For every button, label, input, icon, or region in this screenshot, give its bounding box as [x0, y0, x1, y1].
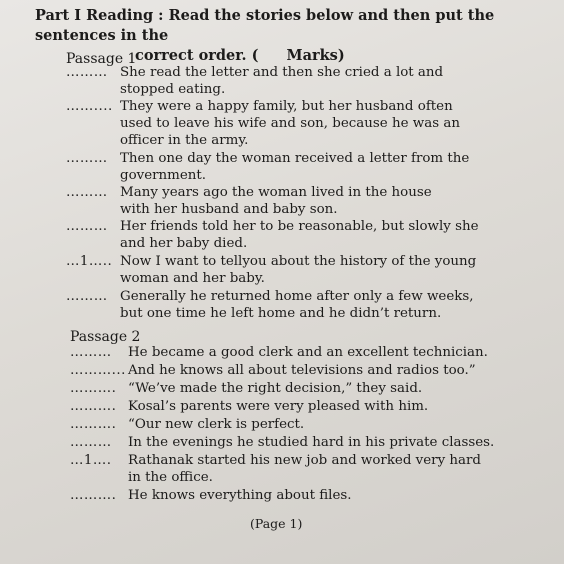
passage-1-title: Passage 1: [66, 51, 137, 67]
sentence-line: She read the letter and then she cried a lot and: [120, 65, 444, 80]
passage-1-item-7: [66, 288, 546, 322]
sentence-line: woman and her baby.: [120, 271, 265, 286]
passage-2-item-7: [70, 452, 550, 486]
passage-1-item-2: [66, 98, 546, 149]
sentence-line: government.: [120, 168, 207, 183]
sentence-line: Many years ago the woman lived in the house: [120, 185, 432, 200]
passage-2-item-1: [70, 344, 550, 361]
passage-2-item-2: [70, 362, 550, 379]
passage-1-item-5: [66, 218, 546, 252]
answer-blank[interactable]: ………: [70, 345, 112, 360]
sentence-line: Her friends told her to be reasonable, but slowly she: [120, 219, 479, 234]
sentence-line: used to leave his wife and son, because he was an: [120, 116, 460, 131]
passage-1-item-1: [66, 64, 546, 98]
header-line-1: Part I Reading : Read the stories below and then put the sentences in the: [35, 7, 495, 44]
passage-2-item-8: [70, 487, 550, 504]
sentence-line: in the office.: [128, 470, 213, 485]
sentence-line: but one time he left home and he didn’t return.: [120, 306, 442, 321]
answer-blank[interactable]: ……....: [66, 99, 113, 114]
answer-blank[interactable]: ……….: [70, 399, 117, 414]
sentence-line: He knows everything about files.: [128, 488, 352, 503]
sentence-line: They were a happy family, but her husband often: [120, 99, 453, 114]
sentence-line: Generally he returned home after only a few weeks,: [120, 289, 474, 304]
sentence-line: In the evenings he studied hard in his private classes.: [128, 435, 495, 450]
passage-1-item-6: [66, 253, 546, 287]
answer-blank[interactable]: …1…..: [66, 254, 113, 269]
header-line-2b: Marks): [286, 47, 345, 64]
sentence-line: He became a good clerk and an excellent technician.: [128, 345, 488, 360]
answer-blank[interactable]: ………: [66, 219, 108, 234]
passage-1-item-4: [66, 184, 546, 218]
passage-2-item-5: [70, 416, 550, 433]
sentence-line: Now I want to tellyou about the history of the young: [120, 254, 477, 269]
answer-blank[interactable]: ………: [70, 435, 112, 450]
answer-blank[interactable]: ………: [66, 185, 108, 200]
sentence-line: and her baby died.: [120, 236, 248, 251]
answer-blank[interactable]: ……….: [70, 381, 117, 396]
sentence-line: Rathanak started his new job and worked very hard: [128, 453, 481, 468]
answer-blank[interactable]: ………: [66, 65, 108, 80]
answer-blank[interactable]: ……….: [70, 488, 117, 503]
passage-2-title: Passage 2: [70, 329, 141, 345]
sentence-line: with her husband and baby son.: [120, 202, 338, 217]
passage-1-item-3: [66, 150, 546, 184]
sentence-line: Kosal’s parents were very pleased with him.: [128, 399, 429, 414]
sentence-line: officer in the army.: [120, 133, 249, 148]
header-line-2a: correct order. (: [135, 47, 259, 64]
sentence-line: Then one day the woman received a letter from the: [120, 151, 470, 166]
answer-blank[interactable]: ……….: [70, 417, 117, 432]
passage-2-item-6: [70, 434, 550, 451]
sentence-line: “We’ve made the right decision,” they said.: [128, 381, 423, 396]
answer-blank[interactable]: …1….: [70, 453, 112, 468]
answer-blank[interactable]: ………: [66, 289, 108, 304]
sentence-line: “Our new clerk is perfect.: [128, 417, 305, 432]
passage-2-item-3: [70, 380, 550, 397]
passage-2-item-4: [70, 398, 550, 415]
answer-blank[interactable]: ………...: [70, 363, 126, 378]
sentence-line: stopped eating.: [120, 82, 226, 97]
answer-blank[interactable]: ………: [66, 151, 108, 166]
page-number: (Page 1): [250, 516, 303, 531]
sentence-line: And he knows all about televisions and radios too.”: [128, 363, 476, 378]
